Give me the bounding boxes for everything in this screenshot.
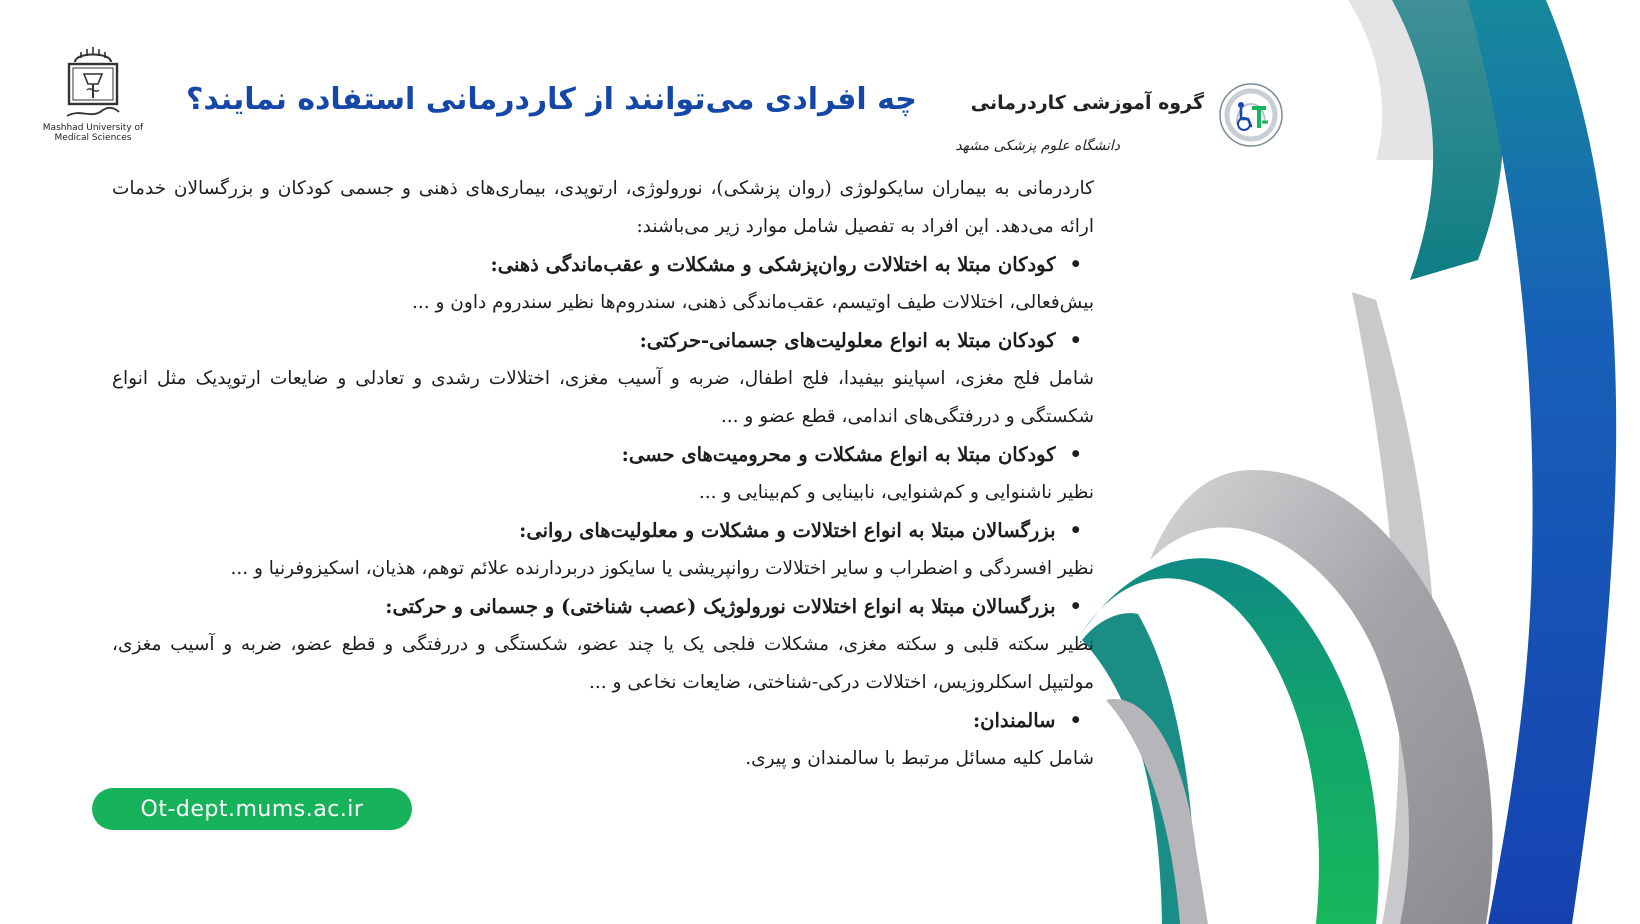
item-text-4: نظیر افسردگی و اضطراب و سایر اختلالات روانپریشی یا سایکوز دربردارنده علائم توهم، هذیان، اسکیزوفرنیا و ...: [230, 558, 1094, 579]
item-text-6: شامل کلیه مسائل مرتبط با سالمندان و پیری.: [745, 748, 1094, 769]
item-title-1: [112, 246, 1094, 284]
bullet-icon: •: [1069, 253, 1082, 276]
item-title-4: [112, 512, 1094, 550]
item-title-text: بزرگسالان مبتلا به انواع اختلالات و مشکلات و معلولیت‌های روانی:: [519, 519, 1056, 542]
university-name-line-1: Mashhad University of: [42, 123, 144, 133]
department-name: گروه آموزشی کاردرمانی: [970, 92, 1204, 114]
item-title-text: سالمندان:: [972, 709, 1056, 732]
item-title-text: کودکان مبتلا به انواع مشکلات و محرومیت‌های حسی:: [621, 443, 1056, 466]
item-text-3: نظیر ناشنوایی و کم‌شنوایی، نابینایی و کم‌بینایی و ...: [698, 482, 1094, 503]
occupational-therapy-logo-icon: [1218, 82, 1284, 148]
department-header: [900, 92, 1204, 162]
item-title-6: [112, 702, 1094, 740]
item-text-1: بیش‌فعالی، اختلالات طیف اوتیسم، عقب‌ماندگی ذهنی، سندروم‌ها نظیر سندروم داون و ...: [411, 292, 1094, 313]
website-link[interactable]: Ot-dept.mums.ac.ir: [92, 788, 412, 830]
item-title-text: بزرگسالان مبتلا به انواع اختلالات نورولوژیک (عصب شناختی) و جسمانی و حرکتی:: [385, 595, 1056, 618]
university-name: [38, 123, 148, 143]
item-title-text: کودکان مبتلا به اختلالات روان‌پزشکی و مشکلات و عقب‌ماندگی ذهنی:: [490, 253, 1056, 276]
item-title-text: کودکان مبتلا به انواع معلولیت‌های جسمانی-حرکتی:: [639, 329, 1056, 352]
item-title-3: [112, 436, 1094, 474]
main-content: [112, 170, 1094, 778]
university-logo: [38, 46, 148, 143]
department-university: دانشگاه علوم پزشکی مشهد: [955, 138, 1120, 154]
bullet-icon: •: [1069, 329, 1082, 352]
item-text-2: شامل فلج مغزی، اسپاینو بیفیدا، فلج اطفال، ضربه و آسیب مغزی، اختلالات رشدی و تعادلی و ضایعات ارتوپدیک مثل انواع شکستگی و دررفتگی‌های اندامی، قطع عضو و ...: [112, 368, 1094, 427]
item-text-5: نظیر سکته قلبی و سکته مغزی، مشکلات فلجی یک یا چند عضو، شکستگی و دررفتگی و قطع عضو، ضربه و آسیب مغزی، مولتیپل اسکلروزیس، اختلالات درکی-شناختی، ضایعات نخاعی و ...: [112, 634, 1094, 693]
university-emblem-icon: [57, 46, 129, 122]
bullet-icon: •: [1069, 709, 1082, 732]
intro-paragraph: کاردرمانی به بیماران سایکولوژی (روان پزشکی)، نورولوژی، ارتوپدی، بیماری‌های ذهنی و جسمی کودکان و بزرگسالان خدمات ارائه می‌دهد. این افراد به تفصیل شامل موارد زیر می‌باشند:: [112, 178, 1094, 237]
item-title-2: [112, 322, 1094, 360]
university-name-line-2: Medical Sciences: [54, 133, 132, 143]
item-title-5: [112, 588, 1094, 626]
bullet-icon: •: [1069, 519, 1082, 542]
bullet-icon: •: [1069, 595, 1082, 618]
bullet-icon: •: [1069, 443, 1082, 466]
page-title: چه افرادی می‌توانند از کاردرمانی استفاده نمایند؟: [186, 82, 917, 117]
